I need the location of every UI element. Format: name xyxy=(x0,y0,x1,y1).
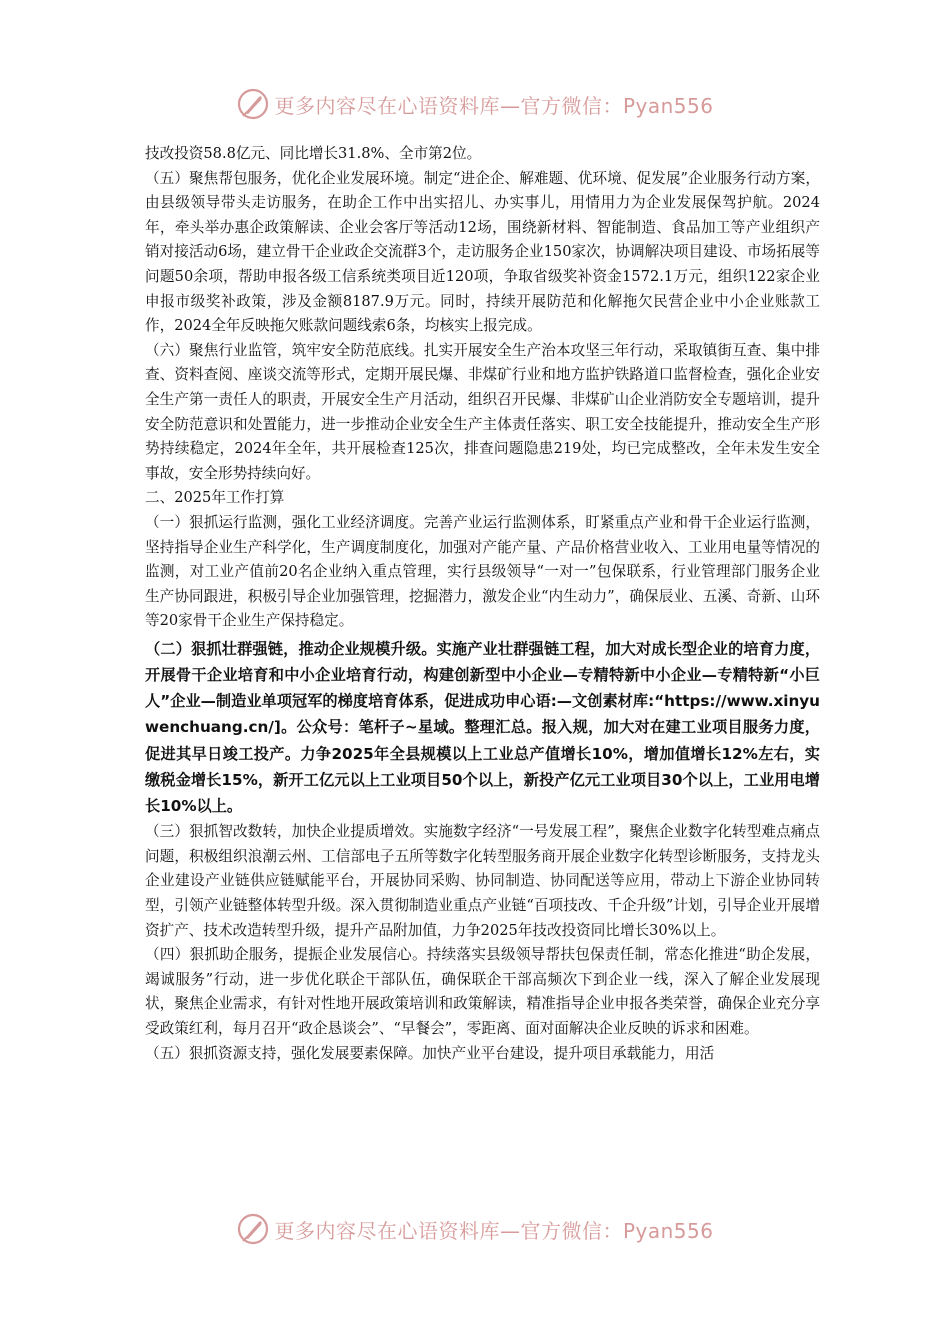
paragraph-8: （五）狠抓资源支持，强化发展要素保障。加快产业平台建设，提升项目承载能力，用活 xyxy=(145,1044,715,1062)
paragraph-4: （一）狠抓运行监测，强化工业经济调度。完善产业运行监测体系，盯紧重点产业和骨干企业运行监测，坚持指导企业生产科学化，生产调度制度化，加强对产能产量、产品价格营业收入、工业用电量等情况的监测，对工业产值前20名企业纳入重点管理，实行县级领导“一对一”包保联系，行业管理部门服务企业生产协同跟进，积极引导企业加强管理，挖掘潜力，激发企业“内生动力”，确保辰业、五溪、奇新、山环等20家骨干企业生产保持稳定。 xyxy=(145,513,820,630)
quill-logo-icon xyxy=(236,87,270,121)
paragraph-7: （四）狠抓助企服务，提振企业发展信心。持续落实县级领导帮扶包保责任制，常态化推进“助企发展，竭诚服务”行动，进一步优化联企干部队伍，确保联企干部高频次下到企业一线，深入了解企业发展现状，聚焦企业需求，有针对性地开展政策培训和政策解读，精准指导企业申报各类荣誉，确保企业充分享受政策红利，每月召开“政企恳谈会”、“早餐会”，零距离、面对面解决企业反映的诉求和困难。 xyxy=(145,946,820,1038)
document-body xyxy=(145,142,820,1066)
paragraph-6: （三）狠抓智改数转，加快企业提质增效。实施数字经济“一号发展工程”，聚焦企业数字化转型难点痛点问题，积极组织浪潮云州、工信部电子五所等数字化转型服务商开展企业数字化转型诊断服务，支持龙头企业建设产业链供应链赋能平台，开展协同采购、协同制造、协同配送等应用，带动上下游企业协同转型，引领产业链整体转型升级。深入贯彻制造业重点产业链“百项技改、千企升级”计划，引导企业开展增资扩产、技术改造转型升级，提升产品附加值，力争2025年技改投资同比增长30%以上。 xyxy=(145,823,820,939)
header-watermark-text: 更多内容尽在心语资料库—官方微信：Pyan556 xyxy=(274,93,714,118)
paragraph-3: （六）聚焦行业监管，筑牢安全防范底线。扎实开展安全生产治本攻坚三年行动，采取镇街互查、集中排查、资料查阅、座谈交流等形式，定期开展民爆、非煤矿行业和地方监护铁路道口监督检查，强化企业安全生产第一责任人的职责，开展安全生产月活动，组织召开民爆、非煤矿山企业消防安全专题培训，提升安全防范意识和处置能力，进一步推动企业安全生产主体责任落实、职工安全技能提升，推动安全生产形势持续稳定，2024年全年，共开展检查125次，排查问题隐患219处，均已完成整改，全年未发生安全事故，安全形势持续向好。 xyxy=(145,341,820,482)
quill-logo-icon xyxy=(236,1212,270,1246)
paragraph-5-bold: （二）狠抓壮群强链，推动企业规模升级。实施产业壮群强链工程，加大对成长型企业的培育力度，开展骨干企业培育和中小企业培育行动，构建创新型中小企业—专精特新中小企业—专精特新“小巨人”企业—制造业单项冠军的梯度培育体系，促进成功申心语:—文创素材库:“https://www.xinyuwenchuang.cn/]。公众号：笔杆子~星域。整理汇总。报入规，加大对在建工业项目服务力度，促进其早日竣工投产。力争2025年全县规模以上工业总产值增长10%，增加值增长12%左右，实缴税金增长15%，新开工亿元以上工业项目50个以上，新投产亿元工业项目30个以上，工业用电增长10%以上。 xyxy=(145,639,820,816)
paragraph-2: （五）聚焦帮包服务，优化企业发展环境。制定“进企企、解难题、优环境、促发展”企业服务行动方案，由县级领导带头走访服务，在助企工作中出实招儿、办实事儿，用情用力为企业发展保驾护航。2024年，牵头举办惠企政策解读、企业会客厅等活动12场，围绕新材料、智能制造、食品加工等产业组织产销对接活动6场，建立骨干企业政企交流群3个，走访服务企业150家次，协调解决项目建设、市场拓展等问题50余项，帮助申报各级工信系统类项目近120项，争取省级奖补资金1572.1万元，组织122家企业申报市级奖补政策，涉及金额8187.9万元。同时，持续开展防范和化解拖欠民营企业中小企业账款工作，2024全年反映拖欠账款问题线索6条，均核实上报完成。 xyxy=(145,169,820,335)
footer-watermark-text: 更多内容尽在心语资料库—官方微信：Pyan556 xyxy=(274,1218,714,1243)
paragraph-1: 技改投资58.8亿元、同比增长31.8%、全市第2位。 xyxy=(145,145,482,162)
header-watermark-banner xyxy=(0,84,950,124)
section-heading: 二、2025年工作打算 xyxy=(145,489,285,507)
footer-watermark-banner xyxy=(0,1209,950,1249)
